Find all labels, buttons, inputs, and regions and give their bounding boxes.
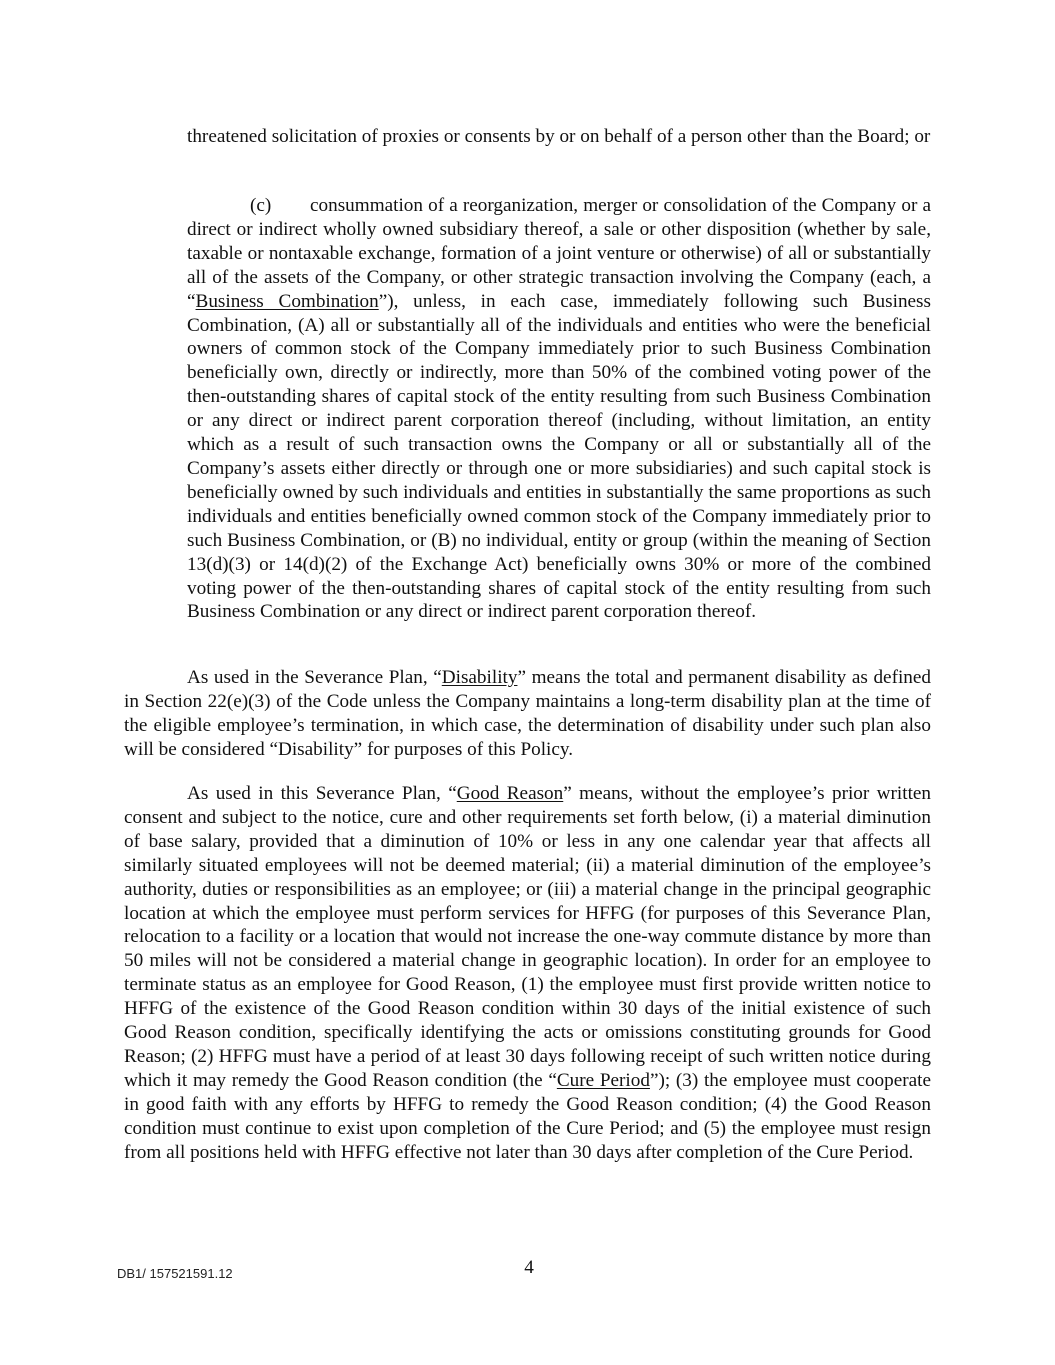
item-label-c: (c)	[250, 195, 272, 216]
paragraph-disability-text-2: ” means the total and permanent disability as defined in Section 22(e)(3) of the Code unless the Company maintains a long-term disability plan at the time of the eligible employee’s termination, in which case, the determination of disability under such plan also will be considered “Disability” for purposes of this Policy.	[124, 667, 931, 760]
paragraph-c-text-1: consummation of a reorganization, merger or consolidation of the Company or a direct or indirect wholly owned subsidiary thereof, a sale or other disposition (whether by sale, taxable or nontaxable exchange, formation of a joint venture or otherwise) of all or substantially all of the assets of the Company, or other strategic transaction involving the Company (each, a “	[187, 195, 931, 312]
defined-term-good-reason: Good Reason	[456, 783, 564, 804]
paragraph-c-text-2: ”), unless, in each case, immediately following such Business Combination, (A) all or substantially all of the individuals and entities who were the beneficial owners of common stock of the Company immediately prior to such Business Combination beneficially own, directly or indirectly, more than 50% of the combined voting power of the then-outstanding shares of capital stock of the entity resulting from such Business Combination or any direct or indirect parent corporation thereof (including, without limitation, an entity which as a result of such transaction owns the Company or all or substantially all of the Company’s assets either directly or through one or more subsidiaries) and such capital stock is beneficially owned by such individuals and entities in substantially the same proportions as such individuals and entities beneficially owned common stock of the Company immediately prior to such Business Combination, or (B) no individual, entity or group (within the meaning of Section 13(d)(3) or 14(d)(2) of the Exchange Act) beneficially owns 30% or more of the combined voting power of the then-outstanding shares of capital stock of the entity resulting from such Business Combination or any direct or indirect parent corporation thereof.	[187, 290, 931, 623]
paragraph-b-continuation: threatened solicitation of proxies or consents by or on behalf of a person other than the Board; or	[187, 126, 931, 147]
footer-document-id: DB1/ 157521591.12	[117, 1266, 233, 1281]
defined-term-disability: Disability	[441, 667, 518, 688]
defined-term-business-combination: Business Combination	[195, 290, 379, 312]
paragraph-good-reason-text-1: As used in this Severance Plan, “	[187, 783, 457, 804]
paragraph-good-reason-text-3: ”); (3) the employee must cooperate in good faith with any efforts by HFFG to remedy the Good Reason condition; (4) the Good Reason condition must continue to exist upon completion of the Cure Period; and (5) the employee must resign from all positions held with HFFG effective not later than 30 days after completion of the Cure Period.	[124, 1069, 931, 1163]
paragraph-good-reason-text-2: ” means, without the employee’s prior written consent and subject to the notice, cure and other requirements set forth below, (i) a material diminution of base salary, provided that a diminution of 10% or less in any one calendar year that affects all similarly situated employees will not be deemed material; (ii) a material diminution of the employee’s authority, duties or responsibilities as an employee; or (iii) a material change in the principal geographic location at which the employee must perform services for HFFG (for purposes of this Severance Plan, relocation to a facility or a location that would not increase the one-way commute distance by more than 50 miles will not be considered a material change in geographic location). In order for an employee to terminate status as an employee for Good Reason, (1) the employee must first provide written notice to HFFG of the existence of the Good Reason condition within 30 days of the initial existence of such Good Reason condition, specifically identifying the acts or omissions constituting grounds for Good Reason; (2) HFFG must have a period of at least 30 days following receipt of such written notice during which it may remedy the Good Reason condition (the “	[124, 783, 932, 1091]
defined-term-cure-period: Cure Period	[556, 1069, 650, 1091]
paragraph-disability	[124, 666, 931, 762]
page-number: 4	[524, 1257, 534, 1278]
paragraph-good-reason	[124, 782, 931, 1165]
paragraph-c	[187, 194, 931, 624]
paragraph-disability-text-1: As used in the Severance Plan, “	[187, 667, 442, 688]
